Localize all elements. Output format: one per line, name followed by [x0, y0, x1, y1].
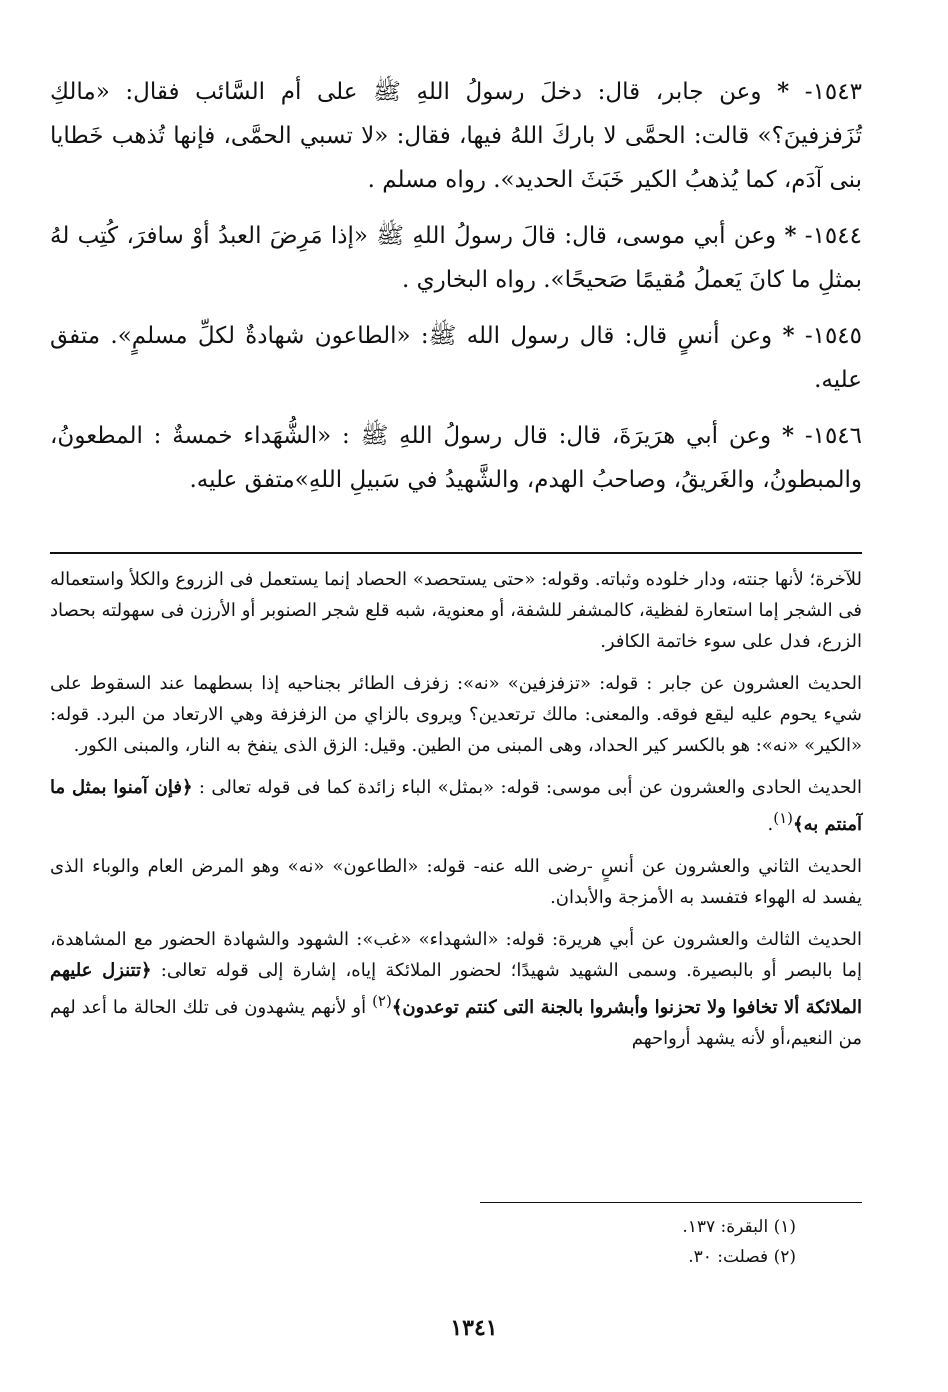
hadith-text: وعن أنسٍ قال: قال رسول الله ﷺ: «الطاعون شهادةٌ لكلِّ مسلمٍ». متفق عليه. — [50, 323, 862, 393]
page-number: ١٣٤١ — [450, 1315, 498, 1341]
hadith-text: وعن أبي موسى، قال: قالَ رسولُ اللهِ ﷺ «إذا مَرِضَ العبدُ أوْ سافرَ، كُتِب لهُ بمثلِ ما كانَ يَعملُ مُقيمًا صَحيحًا». رواه البخاري . — [50, 223, 862, 293]
commentary-section — [50, 564, 862, 1065]
hadith-number: ١٥٤٦- — [804, 423, 863, 449]
hadith-section — [50, 70, 862, 514]
footnote-1: (١) البقرة: ١٣٧. — [682, 1217, 796, 1237]
footnote-ref: (٢) — [372, 992, 392, 1010]
quran-quote: ﴿تتنزل عليهم الملائكة ألا تخافوا ولا تحزنوا وأبشروا بالجنة التى كنتم توعدون﴾ — [50, 960, 862, 1018]
hadith-text: وعن جابر، قال: دخلَ رسولُ اللهِ ﷺ على أم السَّائب فقال: «مالكِ تُزَفزفينَ؟» قالت: الحمَّى لا باركَ اللهُ فيها، فقال: «لا تسبي الحمَّى، فإنها تُذهب خَطايا بنى آدَم، كما يُذهبُ الكير خَبَثَ الحديد». رواه مسلم . — [50, 79, 862, 193]
hadith-1546 — [50, 414, 862, 502]
commentary-text: الحديث العشرون عن جابر : قوله: «تزفزفين» «نه»: زفزف الطائر بجناحيه إذا بسطهما عند السقوط على شيء يحوم عليه ليقع فوقه. والمعنى: مالك ترتعدين؟ ويروى بالزاي من الزفزفة وهي الارتعاد من البرد. قوله: «الكير» «نه»: هو بالكسر كير الحداد، وهى المبنى من الطين. وقيل: الزق الذى ينفخ به النار، والمبنى الكور. — [50, 673, 862, 756]
star-mark: * — [782, 322, 795, 349]
star-mark: * — [781, 422, 794, 449]
hadith-number: ١٥٤٥- — [804, 323, 863, 349]
star-mark: * — [784, 222, 797, 249]
footnote-ref: (١) — [773, 809, 794, 827]
commentary-paragraph — [50, 668, 862, 761]
commentary-paragraph — [50, 924, 862, 1054]
commentary-text: الحديث الثالث والعشرون عن أبي هريرة: قوله: «الشهداء» «غب»: الشهود والشهادة الحضور مع المشاهدة، إما بالبصر أو بالبصيرة. وسمى الشهيد شهيدًا؛ لحضور الملائكة إياه، إشارة إلى قوله تعالى: — [50, 929, 862, 981]
quran-quote: ﴿فإن آمنوا بمثل ما آمنتم به﴾ — [50, 777, 862, 835]
commentary-text: الحديث الحادى والعشرون عن أبى موسى: قوله: «بمثل» الباء زائدة كما فى قوله تعالى : — [198, 777, 862, 798]
commentary-text: أو لأنهم يشهدون فى تلك الحالة ما أعد لهم من النعيم،أو لأنه يشهد أرواحهم — [50, 997, 862, 1049]
commentary-text: . — [767, 814, 774, 835]
section-divider — [50, 552, 862, 554]
hadith-number: ١٥٤٣- — [804, 79, 862, 105]
commentary-paragraph — [50, 851, 862, 913]
commentary-text: للآخرة؛ لأنها جنته، ودار خلوده وثباته. وقوله: «حتى يستحصد» الحصاد إنما يستعمل فى الزروع والكلأ واستعماله فى الشجر إما استعارة لفظية، كالمشفر للشفة، أو معنوية، شبه قلع شجر الصنوبر أو الأرزن فى سهولته بحصاد الزرع، فدل على سوء خاتمة الكافر. — [50, 569, 862, 652]
hadith-1545 — [50, 314, 862, 402]
commentary-text: الحديث الثاني والعشرون عن أنسٍ -رضى الله عنه- قوله: «الطاعون» «نه» وهو المرض العام والوباء الذى يفسد له الهواء فتفسد به الأمزجة والأبدان. — [50, 856, 862, 908]
commentary-paragraph — [50, 564, 862, 657]
hadith-text: وعن أبي هرَيرَةَ، قال: قال رسولُ اللهِ ﷺ : «الشُّهَداء خمسةٌ : المطعونُ، والمبطونُ، والغَريقُ، وصاحبُ الهدم، والشَّهيدُ في سَبيلِ اللهِ»متفق عليه. — [50, 423, 862, 493]
hadith-1543 — [50, 70, 862, 202]
hadith-1544 — [50, 214, 862, 302]
footnote-2: (٢) فصلت: ٣٠. — [688, 1247, 796, 1267]
footnote-divider — [480, 1202, 862, 1203]
star-mark: * — [777, 78, 790, 105]
hadith-number: ١٥٤٤- — [804, 223, 862, 249]
commentary-paragraph — [50, 772, 862, 840]
